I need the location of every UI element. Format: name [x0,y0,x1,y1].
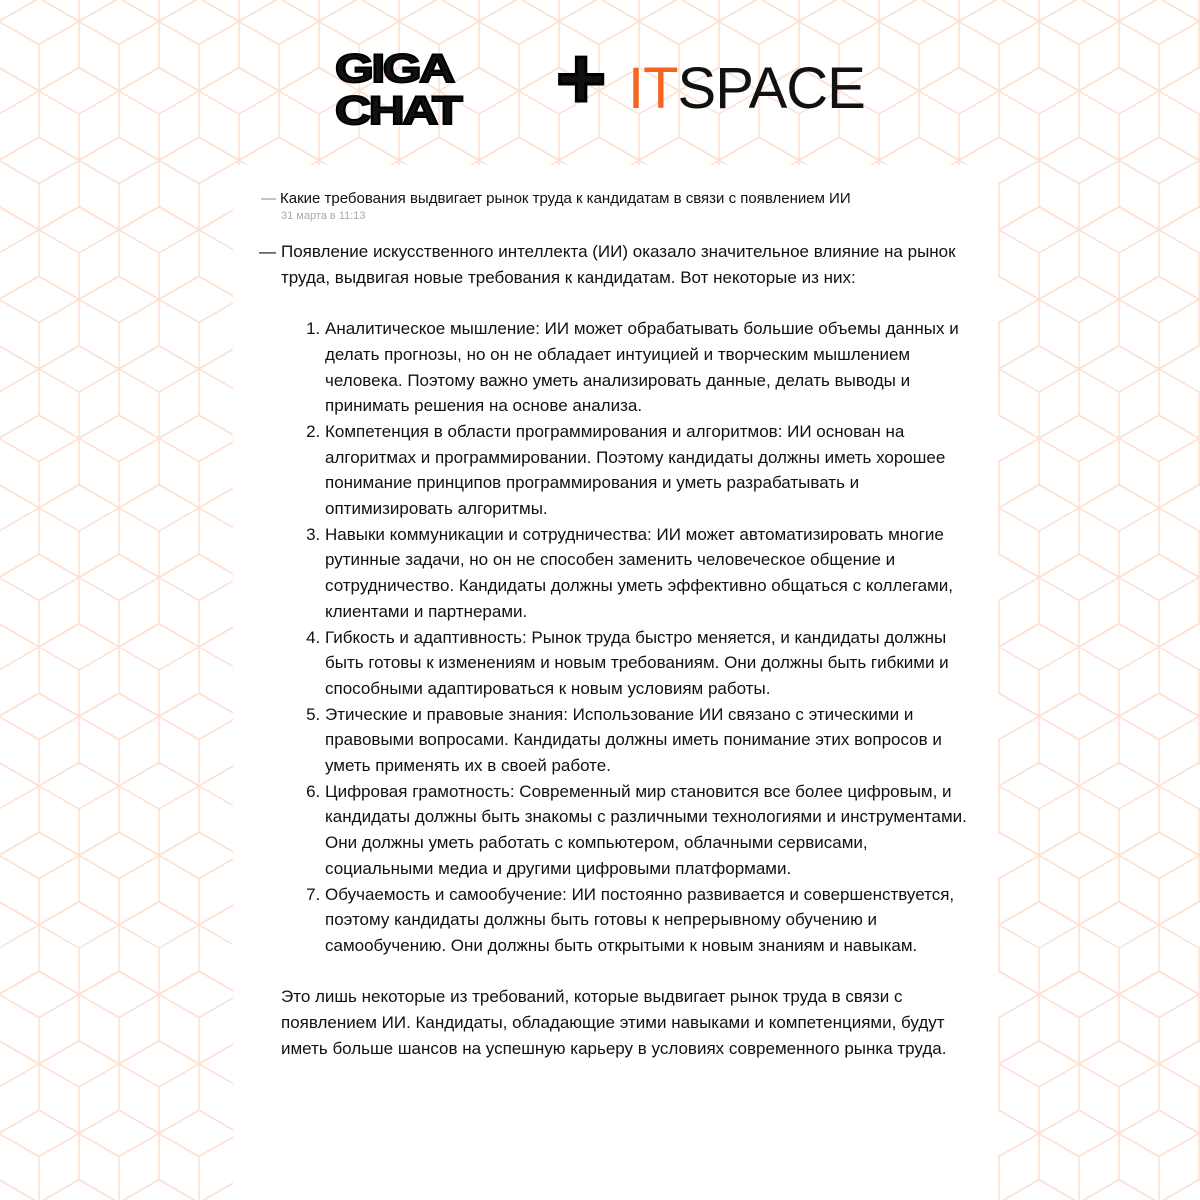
question-text: Какие требования выдвигает рынок труда к кандидатам в связи с появлением ИИ [280,190,851,207]
list-item: 5. Этические и правовые знания: Использование ИИ связано с этическими и правовыми вопросами. Кандидаты должны иметь понимание этих вопросов и уметь применять их в своей работе. [325,702,971,779]
requirements-list [281,316,971,959]
list-item: 7. Обучаемость и самообучение: ИИ постоянно развивается и совершенствуется, поэтому кандидаты должны быть готовы к непрерывному обучению и самообучению. Они должны быть открытыми к новым знаниям и навыкам. [325,882,971,959]
gigachat-logo-line2: CHAT [335,89,461,133]
list-item: 3. Навыки коммуникации и сотрудничества: ИИ может автоматизировать многие рутинные задачи, но он не способен заменить человеческое общение и сотрудничество. Кандидаты должны уметь эффективно общаться с коллегами, клиентами и партнерами. [325,522,971,625]
list-item: 1. Аналитическое мышление: ИИ может обрабатывать большие объемы данных и делать прогнозы, но он не обладает интуицией и творческим мышлением человека. Поэтому важно уметь анализировать данные, делать выводы и принимать решения на основе анализа. [325,316,971,419]
answer-intro: Появление искусственного интеллекта (ИИ) оказало значительное влияние на рынок труда, выдвигая новые требования к кандидатам. Вот некоторые из них: [281,242,956,287]
question-timestamp: 31 марта в 11:13 [281,210,366,222]
list-item: 2. Компетенция в области программирования и алгоритмов: ИИ основан на алгоритмах и программировании. Поэтому кандидаты должны иметь хорошее понимание принципов программирования и уметь разрабатывать и оптимизировать алгоритмы. [325,419,971,522]
dash-icon: — [261,190,276,207]
chat-card [233,165,998,1200]
dash-icon: — [259,242,276,261]
plus-icon: + [556,31,607,127]
gigachat-logo-line1: GIGA [335,47,453,91]
answer-conclusion: Это лишь некоторые из требований, которые выдвигает рынок труда в связи с появлением ИИ. Кандидаты, обладающие этими навыками и компетенциями, будут иметь больше шансов на успешную карьеру в условиях современного рынка труда. [281,987,947,1058]
gigachat-logo [335,48,460,132]
user-question [261,190,851,208]
itspace-logo-it: IT [628,56,678,121]
header-logos [0,31,1200,133]
assistant-answer [259,239,971,1061]
itspace-logo [628,56,865,122]
list-item: 6. Цифровая грамотность: Современный мир становится все более цифровым, и кандидаты должны быть знакомы с различными технологиями и инструментами. Они должны уметь работать с компьютером, облачными сервисами, социальными медиа и другими цифровыми платформами. [325,779,971,882]
itspace-logo-space: SPACE [677,56,865,121]
list-item: 4. Гибкость и адаптивность: Рынок труда быстро меняется, и кандидаты должны быть готовы к изменениям и новым требованиям. Они должны быть гибкими и способными адаптироваться к новым условиям работы. [325,625,971,702]
